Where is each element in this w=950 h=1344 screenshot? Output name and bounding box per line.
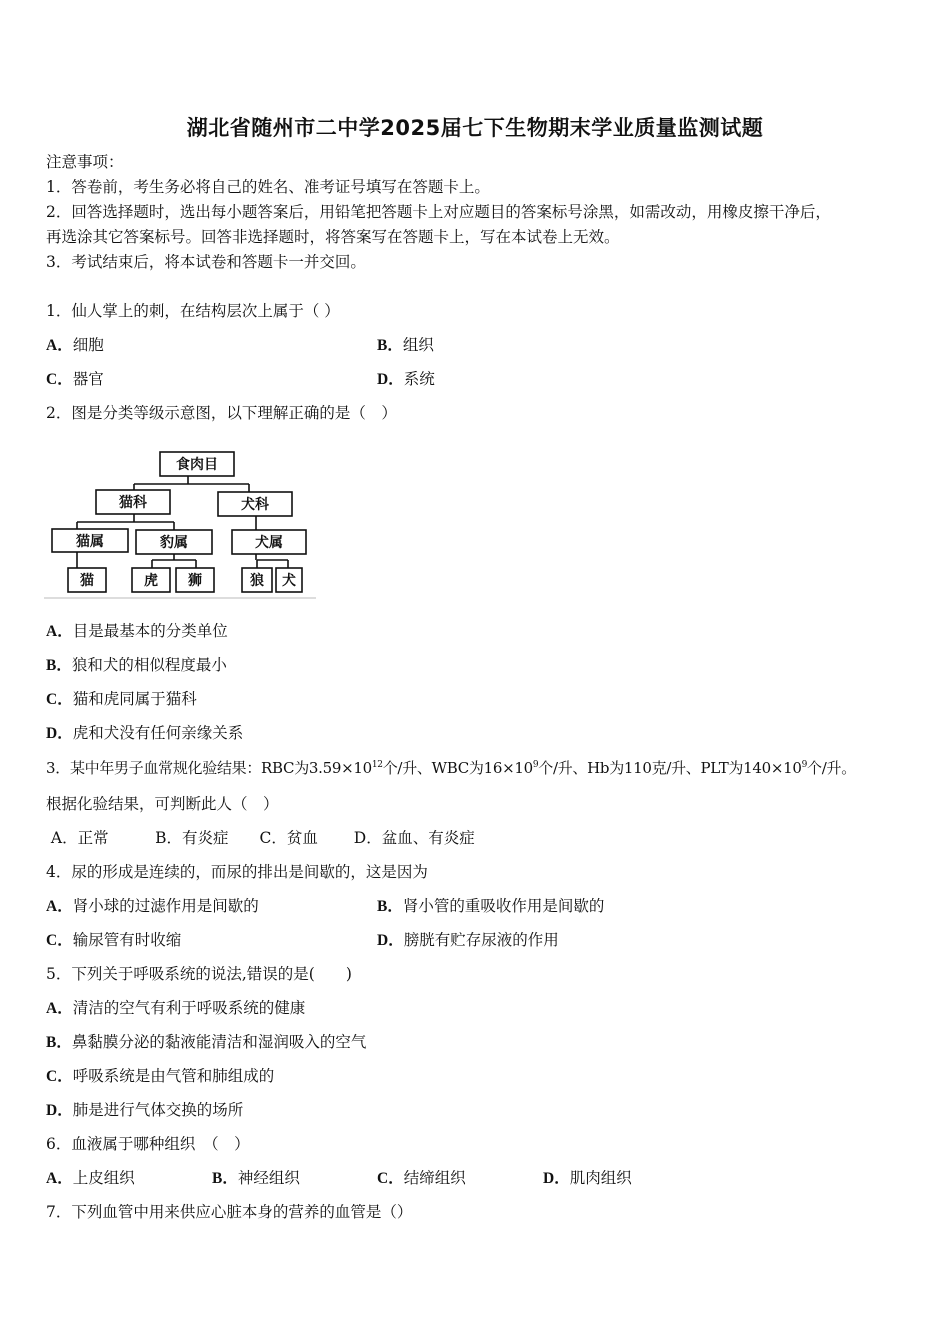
- option-label: A．: [46, 898, 73, 915]
- q1-option-c: [46, 369, 104, 390]
- option-text: 细胞: [72, 336, 104, 354]
- option-label: D．: [46, 725, 73, 742]
- option-label: C．: [46, 371, 73, 388]
- option-text: 狼和犬的相似程度最小: [71, 656, 227, 674]
- option-text: 神经组织: [237, 1169, 300, 1187]
- question-4-stem: 4．尿的形成是连续的，而尿的排出是间歇的，这是因为: [46, 863, 428, 881]
- stem-part: 个/升、WBC为16×10: [382, 759, 533, 777]
- exponent: 9: [532, 760, 539, 770]
- q4-option-b: [377, 896, 604, 917]
- notice-item: 3．考试结束后，将本试卷和答题卡一并交回。: [46, 253, 366, 271]
- option-label: D．: [543, 1170, 570, 1187]
- q1-option-a: [46, 335, 104, 356]
- stem-part: 个/升、Hb为110克/升、PLT为140×10: [538, 759, 802, 777]
- option-text: 猫和虎同属于猫科: [72, 690, 197, 708]
- option-label: B．: [46, 657, 72, 674]
- tree-genus-node: 犬属: [255, 535, 283, 551]
- option-label: B．: [212, 1170, 238, 1187]
- option-text: 上皮组织: [72, 1169, 135, 1187]
- q1-option-d: [377, 369, 435, 390]
- option-label: C．: [46, 691, 73, 708]
- q5-option-c: [46, 1066, 274, 1087]
- notice-item: 2．回答选择题时，选出每小题答案后，用铅笔把答题卡上对应题目的答案标号涂黑，如需改动，用橡皮擦干净后，: [46, 203, 831, 221]
- q2-option-c: [46, 689, 197, 710]
- option-label: D．: [377, 371, 404, 388]
- option-text: 虎和犬没有任何亲缘关系: [72, 724, 244, 742]
- option-text: 器官: [72, 370, 104, 388]
- question-6-stem: 6．血液属于哪种组织 （ ）: [46, 1135, 250, 1153]
- q6-option-a: [46, 1168, 135, 1189]
- q2-option-d: [46, 723, 243, 744]
- q6-option-c: [377, 1168, 466, 1189]
- question-3-stem: [46, 758, 856, 778]
- option-label: A．: [46, 623, 73, 640]
- notice-item: 再选涂其它答案标号。回答非选择题时，将答案写在答题卡上，写在本试卷上无效。: [46, 228, 620, 246]
- option-text: 结缔组织: [403, 1169, 466, 1187]
- q5-option-b: [46, 1032, 366, 1053]
- option-text: 清洁的空气有利于呼吸系统的健康: [72, 999, 306, 1017]
- question-5-stem: 5．下列关于呼吸系统的说法,错误的是( ): [46, 965, 352, 983]
- stem-part: 个/升。: [807, 759, 856, 777]
- option-text: 输尿管有时收缩: [72, 931, 182, 949]
- page-title: 湖北省随州市二中学2025届七下生物期末学业质量监测试题: [186, 116, 764, 140]
- option-label: A．: [46, 337, 73, 354]
- option-label: A．: [46, 1000, 73, 1017]
- question-7-stem: 7．下列血管中用来供应心脏本身的营养的血管是（）: [46, 1203, 413, 1221]
- q4-option-a: [46, 896, 259, 917]
- option-text: 肾小管的重吸收作用是间歇的: [402, 897, 605, 915]
- q5-option-a: [46, 998, 305, 1019]
- option-text: 系统: [403, 370, 435, 388]
- option-label: A．: [46, 1170, 73, 1187]
- q2-option-a: [46, 621, 228, 642]
- option-label: C．: [46, 932, 73, 949]
- exponent: 9: [801, 760, 808, 770]
- option-label: B．: [377, 337, 403, 354]
- option-label: C．: [377, 1170, 404, 1187]
- option-text: 肺是进行气体交换的场所: [72, 1101, 244, 1119]
- option-text: 呼吸系统是由气管和肺组成的: [72, 1067, 275, 1085]
- option-text: 肾小球的过滤作用是间歇的: [72, 897, 259, 915]
- q1-option-b: [377, 335, 434, 356]
- tree-family-node: 犬科: [241, 497, 269, 513]
- question-1-stem: 1．仙人掌上的刺，在结构层次上属于（ ）: [46, 302, 340, 320]
- tree-species-node: 犬: [282, 573, 296, 589]
- q5-option-d: [46, 1100, 243, 1121]
- exponent: 12: [371, 760, 383, 770]
- q6-option-b: [212, 1168, 300, 1189]
- option-text: 肌肉组织: [569, 1169, 632, 1187]
- q4-option-c: [46, 930, 181, 951]
- q3-options: A．正常 B．有炎症 C．贫血 D．盆血、有炎症: [46, 829, 475, 847]
- tree-genus-node: 豹属: [160, 535, 188, 551]
- option-label: C．: [46, 1068, 73, 1085]
- tree-family-node: 猫科: [119, 495, 147, 511]
- tree-order-node: 食肉目: [176, 457, 218, 473]
- tree-species-node: 猫: [80, 573, 94, 589]
- q6-option-d: [543, 1168, 632, 1189]
- stem-part: 3．某中年男子血常规化验结果：RBC为3.59×10: [46, 759, 372, 777]
- q4-option-d: [377, 930, 559, 951]
- option-text: 目是最基本的分类单位: [72, 622, 228, 640]
- option-label: D．: [46, 1102, 73, 1119]
- option-text: 膀胱有贮存尿液的作用: [403, 931, 559, 949]
- tree-species-node: 狼: [250, 573, 264, 589]
- notice-item: 1．答卷前，考生务必将自己的姓名、准考证号填写在答题卡上。: [46, 178, 490, 196]
- tree-genus-node: 猫属: [76, 534, 104, 550]
- option-label: B．: [377, 898, 403, 915]
- notice-heading: 注意事项：: [46, 153, 124, 171]
- option-text: 鼻黏膜分泌的黏液能清洁和湿润吸入的空气: [71, 1033, 367, 1051]
- classification-tree-diagram: [44, 444, 316, 600]
- option-text: 组织: [402, 336, 434, 354]
- tree-species-node: 虎: [144, 573, 158, 589]
- question-2-stem: 2．图是分类等级示意图，以下理解正确的是（ ）: [46, 404, 397, 422]
- q2-option-b: [46, 655, 227, 676]
- tree-species-node: 狮: [188, 573, 202, 589]
- question-3-stem-line2: 根据化验结果，可判断此人（ ）: [46, 795, 279, 813]
- option-label: B．: [46, 1034, 72, 1051]
- option-label: D．: [377, 932, 404, 949]
